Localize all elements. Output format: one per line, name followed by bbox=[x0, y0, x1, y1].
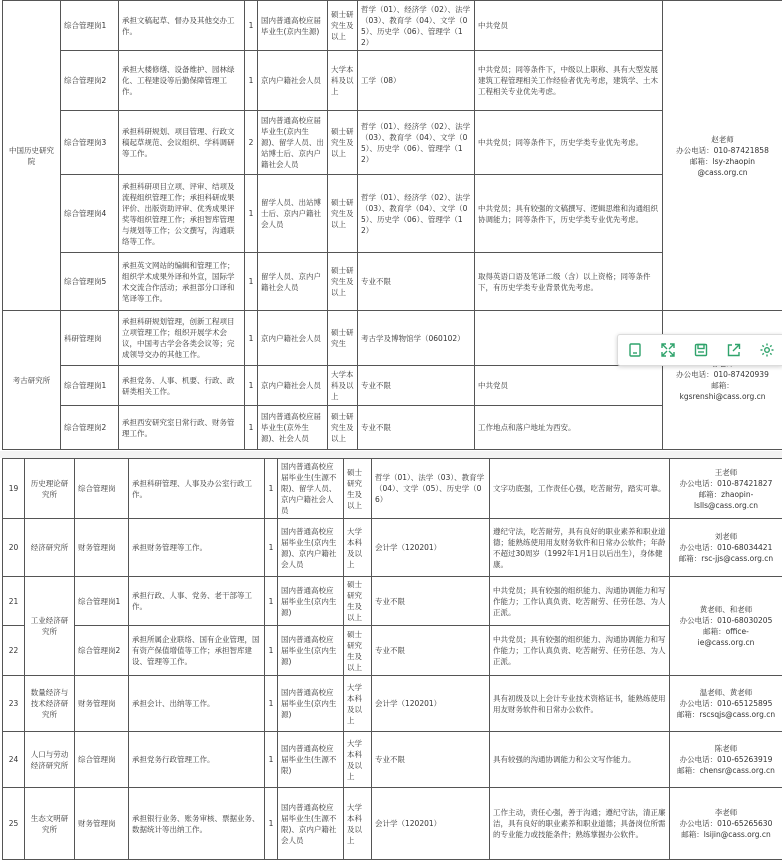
education-cell: 大学本科及以上 bbox=[328, 51, 358, 111]
position-cell: 科研管理岗 bbox=[61, 311, 119, 366]
education-cell: 大学本科及以上 bbox=[344, 676, 372, 732]
source-cell: 国内普通高校应届毕业生(京外生源)、社会人员 bbox=[258, 406, 328, 450]
position-cell: 综合管理岗4 bbox=[61, 175, 119, 253]
duty-cell: 承担科研规划、项目管理、行政文稿起草规范、会议组织、学科调研等工作。 bbox=[119, 111, 245, 175]
contact-cell: 刘老师 办公电话：010-68034421 邮箱：rsc-jjs@cass.org.cn bbox=[670, 519, 782, 577]
education-cell: 硕士研究生 bbox=[328, 311, 358, 366]
table-row bbox=[3, 519, 782, 577]
requirement-cell: 中共党员；同等条件下，历史学类专业优先考虑。 bbox=[475, 111, 663, 175]
institution-cell: 历史理论研究所 bbox=[25, 459, 75, 519]
requirement-cell: 中共党员 bbox=[475, 366, 663, 406]
major-cell: 哲学（01）、经济学（02）、法学（03）、教育学（04）、文学（05）、历史学（06）、管理学（12） bbox=[358, 175, 475, 253]
requirement-cell: 遵纪守法，吃苦耐劳，具有良好的职业素养和职业道德；能熟练使用用友财务软件和日常办公软件；年龄不超过30周岁（1992年1月1日以后出生），身体健康。 bbox=[490, 519, 670, 577]
duty-cell: 承担文稿起草、督办及其他交办工作。 bbox=[119, 1, 245, 51]
number-cell: 19 bbox=[3, 459, 25, 519]
count-cell: 1 bbox=[245, 366, 258, 406]
count-cell: 1 bbox=[245, 175, 258, 253]
education-cell: 大学本科及以上 bbox=[344, 519, 372, 577]
education-cell: 硕士研究生及以上 bbox=[328, 1, 358, 51]
contact-cell: 王老师 办公电话：010-87421827 邮箱：zhaopin- lslls@cass.org.cn bbox=[670, 459, 782, 519]
requirement-cell: 具有较强的沟通协调能力和公文写作能力。 bbox=[490, 732, 670, 788]
requirement-cell: 取得英语口语及笔译二级（含）以上资格；同等条件下，有历史学类专业背景优先考虑。 bbox=[475, 253, 663, 311]
recruitment-table-lower bbox=[2, 458, 782, 860]
education-cell: 硕士研究生及以上 bbox=[328, 175, 358, 253]
position-cell: 综合管理岗2 bbox=[61, 406, 119, 450]
position-cell: 综合管理岗 bbox=[75, 459, 129, 519]
duty-cell: 承担财务管理等工作。 bbox=[129, 519, 265, 577]
position-cell: 财务管理岗 bbox=[75, 519, 129, 577]
number-cell: 25 bbox=[3, 788, 25, 860]
major-cell: 工学（08） bbox=[358, 51, 475, 111]
save-icon[interactable] bbox=[690, 339, 712, 361]
count-cell: 2 bbox=[245, 111, 258, 175]
requirement-cell: 中共党员；具有较强的组织能力、沟通协调能力和写作能力；工作认真负责、吃苦耐劳、任劳任怨、为人正派。 bbox=[490, 626, 670, 676]
major-cell: 会计学（120201） bbox=[372, 676, 490, 732]
source-cell: 京内户籍社会人员 bbox=[258, 366, 328, 406]
source-cell: 京内户籍社会人员 bbox=[258, 311, 328, 366]
major-cell: 哲学（01）、经济学（02）、法学（03）、教育学（04）、文学（05）、历史学（06）、管理学（12） bbox=[358, 1, 475, 51]
number-cell: 21 bbox=[3, 577, 25, 626]
education-cell: 硕士研究生及以上 bbox=[328, 253, 358, 311]
count-cell: 1 bbox=[245, 253, 258, 311]
source-cell: 留学人员、京内户籍社会人员 bbox=[258, 253, 328, 311]
duty-cell: 承担党务、人事、机要、行政、政研类相关工作。 bbox=[119, 366, 245, 406]
source-cell: 国内普通高校应届毕业生(京内生源) bbox=[278, 577, 344, 626]
duty-cell: 承担行政、人事、党务、老干部等工作。 bbox=[129, 577, 265, 626]
number-cell: 22 bbox=[3, 626, 25, 676]
duty-cell: 承担科研项目立项、评审、结项及流程组织管理工作；承担科研成果评价、出版资助评审、优秀成果评奖等组织管理工作；承担智库管理与规划等工作；公文撰写，沟通联络等工作。 bbox=[119, 175, 245, 253]
education-cell: 大学本科及以上 bbox=[344, 732, 372, 788]
source-cell: 国内普通高校应届毕业生(生源不限) bbox=[278, 732, 344, 788]
major-cell: 会计学（120201） bbox=[372, 519, 490, 577]
duty-cell: 承担银行业务、账务审核、票据业务、数据统计等出纳工作。 bbox=[129, 788, 265, 860]
number-cell: 20 bbox=[3, 519, 25, 577]
major-cell: 专业不限 bbox=[358, 253, 475, 311]
count-cell: 1 bbox=[265, 788, 278, 860]
institution-cell: 经济研究所 bbox=[25, 519, 75, 577]
duty-cell: 承担所属企业联络、国有企业管理，国有资产保值增值等工作；承担智库建设、管理等工作。 bbox=[129, 626, 265, 676]
copy-icon[interactable] bbox=[624, 339, 646, 361]
major-cell: 专业不限 bbox=[372, 577, 490, 626]
source-cell: 国内普通高校应届毕业生(生源不限)、留学人员、京内户籍社会人员 bbox=[278, 459, 344, 519]
major-cell: 会计学（120201） bbox=[372, 788, 490, 860]
institution-cell: 中国历史研究院 bbox=[3, 1, 61, 311]
major-cell: 专业不限 bbox=[358, 406, 475, 450]
count-cell: 1 bbox=[265, 577, 278, 626]
position-cell: 综合管理岗5 bbox=[61, 253, 119, 311]
source-cell: 国内普通高校应届毕业生(京内生源)、京内户籍社会人员 bbox=[278, 519, 344, 577]
image-toolbar bbox=[617, 334, 782, 366]
education-cell: 硕士研究生及以上 bbox=[344, 459, 372, 519]
education-cell: 大学本科及以上 bbox=[328, 366, 358, 406]
education-cell: 硕士研究生及以上 bbox=[344, 577, 372, 626]
position-cell: 综合管理岗2 bbox=[75, 626, 129, 676]
source-cell: 国内普通高校应届毕业生(京内生源) bbox=[258, 1, 328, 51]
education-cell: 硕士研究生及以上 bbox=[328, 406, 358, 450]
institution-cell: 工业经济研究所 bbox=[25, 577, 75, 676]
duty-cell: 承担会计、出纳等工作。 bbox=[129, 676, 265, 732]
recruitment-table-upper bbox=[2, 0, 782, 450]
duty-cell: 承担科研规划管理，创新工程项目立项管理工作；组织开展学术会议，中国考古学会各类会议等；完成领导交办的其他工作。 bbox=[119, 311, 245, 366]
duty-cell: 承担英文网站的编辑和管理工作；组织学术成果外译和外宣，国际学术交流合作活动；承担部分口译和笔译等工作。 bbox=[119, 253, 245, 311]
position-cell: 综合管理岗1 bbox=[61, 1, 119, 51]
count-cell: 1 bbox=[265, 732, 278, 788]
major-cell: 考古学及博物馆学（060102） bbox=[358, 311, 475, 366]
requirement-cell: 具有初级及以上会计专业技术资格证书，能熟练使用用友财务软件和日常办公软件。 bbox=[490, 676, 670, 732]
contact-cell: 赵老师 办公电话：010-87421858 邮箱：lsy-zhaopin @cass.org.cn bbox=[663, 1, 782, 311]
source-cell: 国内普通高校应届毕业生(京内生源) bbox=[278, 626, 344, 676]
share-icon[interactable] bbox=[723, 339, 745, 361]
requirement-cell: 工作主动，责任心强，善于沟通；遵纪守法，清正廉洁，具有良好的职业素养和职业道德；具备岗位所需的专业能力或技能条件；熟练掌握办公软件。 bbox=[490, 788, 670, 860]
contact-cell: 温老师、黄老师 办公电话：010-65125895 邮箱：rscsqjs@cass.org.cn bbox=[670, 676, 782, 732]
table-row bbox=[3, 1, 782, 51]
number-cell: 24 bbox=[3, 732, 25, 788]
expand-icon[interactable] bbox=[657, 339, 679, 361]
major-cell: 专业不限 bbox=[372, 626, 490, 676]
position-cell: 财务管理岗 bbox=[75, 676, 129, 732]
gear-icon[interactable] bbox=[756, 339, 778, 361]
position-cell: 综合管理岗2 bbox=[61, 51, 119, 111]
education-cell: 硕士研究生及以上 bbox=[328, 111, 358, 175]
source-cell: 国内普通高校应届毕业生(京内生源) bbox=[278, 676, 344, 732]
position-cell: 综合管理岗1 bbox=[61, 366, 119, 406]
count-cell: 1 bbox=[245, 51, 258, 111]
count-cell: 1 bbox=[245, 1, 258, 51]
source-cell: 国内普通高校应届毕业生(京内生源)、留学人员、出站博士后、京内户籍社会人员 bbox=[258, 111, 328, 175]
contact-cell: 黄老师、和老师 办公电话：010-68030205 邮箱：office- ie@cass.org.cn bbox=[670, 577, 782, 676]
duty-cell: 承担科研管理、人事及办公室行政工作。 bbox=[129, 459, 265, 519]
table-row bbox=[3, 459, 782, 519]
source-cell: 京内户籍社会人员 bbox=[258, 51, 328, 111]
image-gap bbox=[0, 451, 782, 458]
contact-cell: 办公电话：010-87420939 邮箱： kgsrenshi@cass.org.cn bbox=[663, 311, 782, 450]
major-cell: 专业不限 bbox=[358, 366, 475, 406]
table-row bbox=[3, 788, 782, 860]
count-cell: 1 bbox=[265, 676, 278, 732]
requirement-cell: 文字功底强，工作责任心强，吃苦耐劳，踏实可靠。 bbox=[490, 459, 670, 519]
contact-cell: 陈老师 办公电话：010-65263919 邮箱：chensr@cass.org.cn bbox=[670, 732, 782, 788]
major-cell: 哲学（01）、经济学（02）、法学（03）、教育学（04）、文学（05）、历史学（06）、管理学（12） bbox=[358, 111, 475, 175]
institution-cell: 人口与劳动经济研究所 bbox=[25, 732, 75, 788]
count-cell: 1 bbox=[245, 311, 258, 366]
requirement-cell: 中共党员；具有较强的组织能力、沟通协调能力和写作能力；工作认真负责、吃苦耐劳、任劳任怨、为人正派。 bbox=[490, 577, 670, 626]
education-cell: 大学本科及以上 bbox=[344, 788, 372, 860]
requirement-cell: 工作地点和落户地址为西安。 bbox=[475, 406, 663, 450]
table-row bbox=[3, 577, 782, 626]
major-cell: 哲学（01）、法学（03）、教育学（04）、文学（05）、历史学（06） bbox=[372, 459, 490, 519]
major-cell: 专业不限 bbox=[372, 732, 490, 788]
count-cell: 1 bbox=[245, 406, 258, 450]
institution-cell: 数量经济与技术经济研究所 bbox=[25, 676, 75, 732]
duty-cell: 承担党务行政管理工作。 bbox=[129, 732, 265, 788]
duty-cell: 承担大楼修缮、设备维护、园林绿化、工程建设等后勤保障管理工作。 bbox=[119, 51, 245, 111]
requirement-cell: 中共党员 bbox=[475, 1, 663, 51]
position-cell: 财务管理岗 bbox=[75, 788, 129, 860]
count-cell: 1 bbox=[265, 459, 278, 519]
duty-cell: 承担西安研究室日常行政、财务管理工作。 bbox=[119, 406, 245, 450]
institution-cell: 考古研究所 bbox=[3, 311, 61, 450]
education-cell: 硕士研究生及以上 bbox=[344, 626, 372, 676]
count-cell: 1 bbox=[265, 626, 278, 676]
position-cell: 综合管理岗1 bbox=[75, 577, 129, 626]
position-cell: 综合管理岗 bbox=[75, 732, 129, 788]
institution-cell: 生态文明研究所 bbox=[25, 788, 75, 860]
source-cell: 国内普通高校应届毕业生(生源不限)、京内户籍社会人员 bbox=[278, 788, 344, 860]
table-row bbox=[3, 626, 782, 676]
table-row bbox=[3, 676, 782, 732]
number-cell: 23 bbox=[3, 676, 25, 732]
source-cell: 留学人员、出站博士后、京内户籍社会人员 bbox=[258, 175, 328, 253]
table-row bbox=[3, 732, 782, 788]
position-cell: 综合管理岗3 bbox=[61, 111, 119, 175]
contact-cell: 李老师 办公电话：010-65265630 邮箱：lsijin@cass.org.cn bbox=[670, 788, 782, 860]
requirement-cell: 中共党员；同等条件下，中级以上职称、具有大型发展建筑工程管理相关工作经验者优先考虑，建筑学、土木工程相关专业优先考虑。 bbox=[475, 51, 663, 111]
requirement-cell: 中共党员；具有较强的文稿撰写、逻辑思维和沟通组织协调能力；同等条件下，历史学类专业优先考虑。 bbox=[475, 175, 663, 253]
count-cell: 1 bbox=[265, 519, 278, 577]
